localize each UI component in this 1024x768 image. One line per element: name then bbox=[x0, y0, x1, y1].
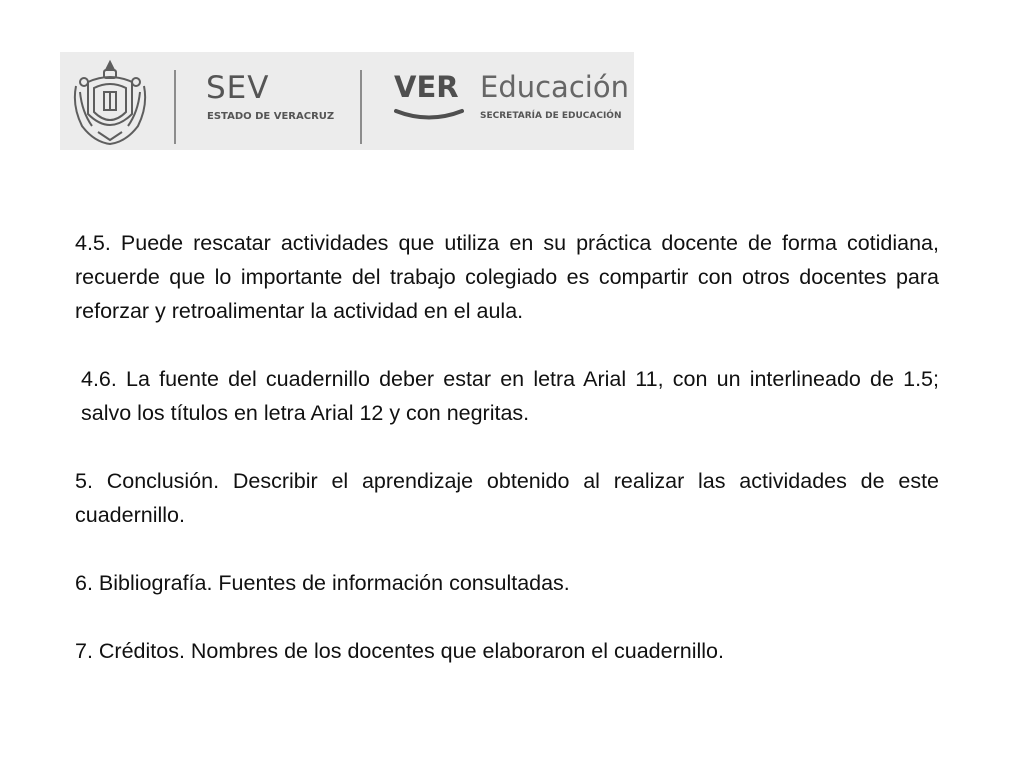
logo-divider bbox=[174, 70, 176, 144]
header-logo-banner bbox=[60, 52, 634, 150]
sev-title: SEV bbox=[206, 70, 270, 106]
veracruz-coat-of-arms-icon bbox=[68, 56, 152, 148]
logo-divider bbox=[360, 70, 362, 144]
ver-wordmark: VER bbox=[394, 70, 459, 104]
sev-subtitle: ESTADO DE VERACRUZ bbox=[207, 111, 335, 122]
educacion-wordmark: Educación bbox=[480, 70, 629, 104]
paragraph-4-6: 4.6. La fuente del cuadernillo deber estar en letra Arial 11, con un interlineado de 1.5; salvo los títulos en letra Arial 12 y con negritas. bbox=[81, 367, 939, 425]
secretaria-subtitle: SECRETARÍA DE EDUCACIÓN bbox=[480, 111, 622, 121]
instructions-text bbox=[75, 226, 939, 668]
paragraph-creditos: 7. Créditos. Nombres de los docentes que elaboraron el cuadernillo. bbox=[75, 639, 724, 663]
paragraph-bibliografia: 6. Bibliografía. Fuentes de información consultadas. bbox=[75, 571, 570, 595]
paragraph-conclusion: 5. Conclusión. Describir el aprendizaje obtenido al realizar las actividades de este cuadernillo. bbox=[75, 469, 939, 527]
paragraph-4-5: 4.5. Puede rescatar actividades que utiliza en su práctica docente de forma cotidiana, recuerde que lo importante del trabajo colegiado es compartir con otros docentes para reforzar y retroalimentar la actividad en el aula. bbox=[75, 231, 939, 323]
ver-swoosh-icon bbox=[394, 108, 464, 122]
